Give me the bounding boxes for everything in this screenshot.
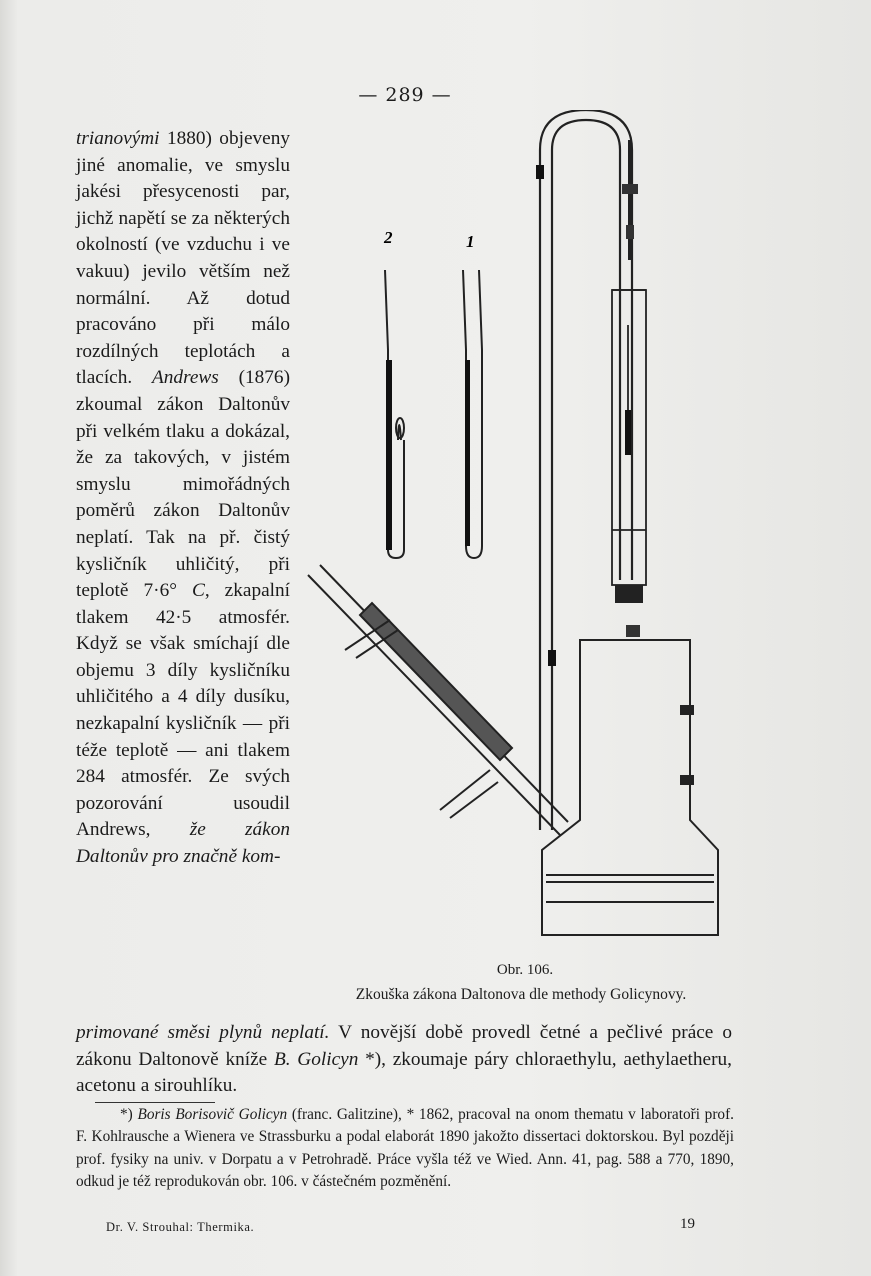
conclusion-italic: primované směsi plynů neplatí.: [76, 1022, 330, 1043]
u-tube-1: [463, 270, 482, 558]
inclined-tube: [308, 565, 568, 835]
u-tube-2: [385, 270, 404, 558]
figure-label-1: 1: [466, 232, 475, 251]
apparatus-figure: [290, 110, 740, 960]
body-text: 1880) objeveny jiné anomalie, ve smyslu jakési přesycenosti par, jichž napětí se za některých okolností (ve vzduchu i ve vakuu) jevilo větším než normální. Až dotud pracováno při málo rozdílných teplotách a tlacích.: [76, 128, 290, 389]
body-column-text: [76, 126, 290, 871]
figure-caption-text: Zkouška zákona Daltonova dle methody Golicynovy.: [355, 986, 687, 1003]
reservoir-vessel: [542, 640, 718, 935]
conclusion-italic: že zákon Daltonův pro značně kom-: [76, 819, 290, 868]
footnote: [76, 1104, 734, 1194]
body-text: V novější době provedl četné a pečlivé práce o zákonu Daltonově kníže: [76, 1022, 732, 1070]
figure-caption-number: Obr. 106.: [496, 962, 554, 978]
body-text: , zkapalní tlakem 42·5 atmosfér. Když se však smíchají dle objemu 3 díly kysličníku uhličitého a 4 díly dusíku, nezkapalní kysličník — při téže teplotě — ani tlakem 284 atmosfér. Ze svých pozorování usoudil Andrews,: [76, 580, 290, 841]
full-width-text: [76, 1020, 732, 1100]
figure-label-2: 2: [384, 228, 393, 247]
unit-celsius: C: [191, 580, 205, 602]
gauge-column: [612, 140, 646, 637]
footnote-text: (franc. Galitzine), * 1862, pracoval na onom thematu v laboratoři prof. F. Kohlrausche a Wienera ve Strassburku a podal elaborát 1890 jakožto dissertaci doktorskou. Byl později prof. fysiky na univ. v Dorpatu a v Petrohradě. Práce vyšla též ve Wied. Ann. 41, pag. 588 a 770, 1890, odkud je též reprodukován obr. 106. v částečném pozměnění.: [76, 1106, 734, 1191]
footnote-name: Boris Borisovič Golicyn: [137, 1106, 288, 1123]
page-number: — 289 —: [358, 84, 452, 106]
footnote-paragraph: [76, 1104, 734, 1194]
person-name-golicyn: B. Golicyn: [273, 1048, 359, 1070]
body-text: (1876) zkoumal zákon Daltonův při velkém tlaku a dokázal, že za takových, v jistém smyslu mimořádných poměrů zákon Daltonův neplatí. Tak na př. čistý kysličník uhličitý, při teplotě 7·6°: [76, 367, 290, 602]
person-name-andrews: Andrews: [152, 367, 219, 389]
footnote-marker: *): [120, 1106, 138, 1123]
body-paragraph: [76, 1020, 732, 1100]
sheet-number: 19: [680, 1216, 695, 1232]
italic-term: trianovými: [76, 128, 160, 149]
running-footer: Dr. V. Strouhal: Thermika.: [106, 1220, 255, 1234]
body-paragraph: [76, 126, 290, 871]
footnote-divider: [95, 1102, 215, 1103]
siphon-tube: [536, 110, 632, 830]
body-text: *), zkoumaje páry chloraethylu, aethylaetheru, acetonu a sirouhlíku.: [76, 1048, 732, 1097]
